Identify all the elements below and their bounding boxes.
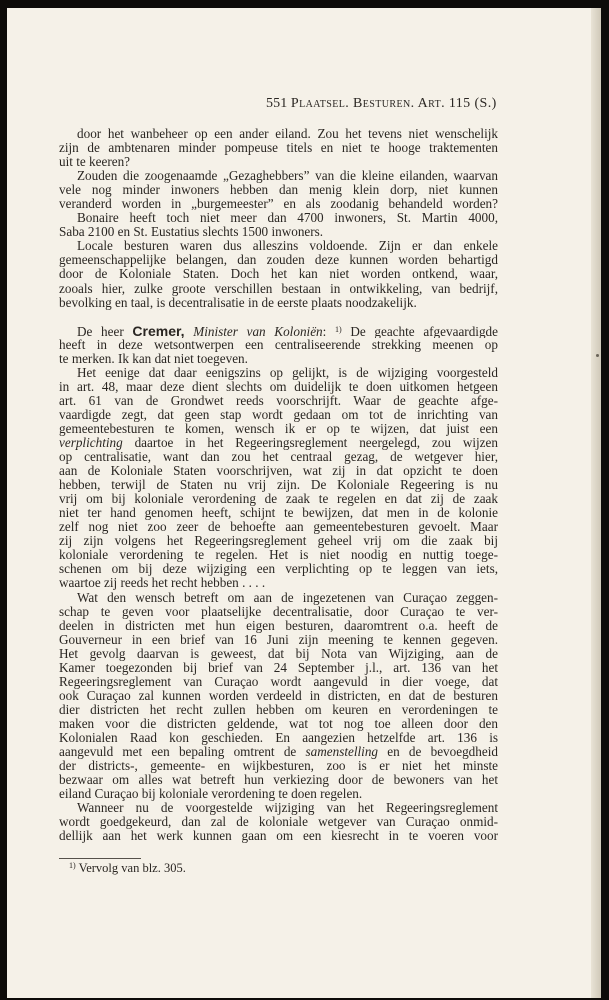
page-edge-shadow <box>591 8 601 998</box>
text-span: daartoe in het Regeeringsreglement neergelegd, zou wijzen <box>122 435 498 450</box>
text-line: der districts-, gemeente- en wijkbesturen, zoo is er niet het minste <box>59 759 498 774</box>
text-line: bezwaar om alles wat betreft hun verkiezing door de bewoners van het <box>59 773 498 788</box>
text-line: bevolking en taal, is decentralisatie in de eerste plaats noodzakelijk. <box>59 295 417 310</box>
text-line: Wanneer nu de voorgestelde wijziging van het Regeeringsreglement <box>77 801 498 816</box>
text-line: vele nog minder inwoners hebben dan menig klein dorp, niet kunnen <box>59 183 498 198</box>
header-title: Plaatsel. Besturen. Art. 115 (S.) <box>290 96 497 111</box>
text-line: Saba 2100 en St. Eustatius slechts 1500 inwoners. <box>59 225 324 240</box>
text-line: niet ter hand genomen heeft, schijnt te bewijzen, dat men in de kolonie <box>59 506 498 521</box>
text-line: dier districten het recht zullen hebben om keuren en verordeningen te <box>59 702 498 717</box>
text-line: koloniale verordening te regelen. Het is niet noodig en nuttig toege- <box>59 548 498 563</box>
text-line: Locale besturen waren dus alleszins voldoende. Zijn er dan enkele <box>77 239 498 254</box>
text-line <box>59 436 498 450</box>
text-line: zij zijn volgens het Regeeringsreglement geheel vrij om die zaak bij <box>59 534 498 549</box>
text-line: ook Curaçao zal kunnen worden verdeeld in districten, en dat de besturen <box>59 688 498 703</box>
text-line: veranderd worden in „burgemeester” en als zoodanig behandeld worden? <box>59 197 498 212</box>
text-line: Wat den wensch betreft om aan de ingezetenen van Curaçao zeggen- <box>77 590 498 605</box>
text-line: op centralisatie, want dan zou het centraal gezag, de wetgever hier, <box>59 450 498 465</box>
speaker-colon: : <box>322 323 327 338</box>
text-line: Het eenige dat daar eenigszins op gelijkt, is de wijziging voorgesteld <box>77 365 498 380</box>
text-line: Het gevolg daarvan is geweest, dat bij Nota van Wijziging, aan de <box>59 646 498 661</box>
text-line: deelen in districten met hun eigen besturen, daaromtrent o.a. heeft de <box>59 618 498 633</box>
text-line: gemeentebesturen te komen, wensch ik er op te wijzen, dat juist een <box>59 421 498 436</box>
text-line: aan de Koloniale Staten voorschrijven, wat zij in dat opzicht te doen <box>59 464 498 479</box>
text-line: zelf nog niet zoo zeer de behoefte aan gemeentebesturen gevoelt. Maar <box>59 520 498 535</box>
speaker-rest: De geachte afgevaardigde <box>341 323 498 338</box>
page-number: 551 <box>266 96 288 111</box>
footnote-divider <box>59 858 141 859</box>
speaker-role: Minister van Koloniën <box>193 323 323 338</box>
text-line: waartoe zij reeds het recht hebben . . . . <box>59 576 266 591</box>
text-line: schap te geven voor plaatselijke decentralisatie, door Curaçao te ver- <box>59 604 498 619</box>
page-mark <box>596 354 599 357</box>
text-line: dellijk aan het werk kunnen gaan om een kiesrecht in te voeren voor <box>59 829 498 844</box>
speaker-prefix: De heer <box>77 323 133 338</box>
text-line: schenen om bij deze wijziging een verplichting op te leggen van iets, <box>59 562 498 577</box>
text-line: in art. 48, maar deze dient slechts om duidelijk te doen uitkomen hetgeen <box>59 379 498 394</box>
text-span: aangevuld met een bepaling omtrent de <box>59 745 306 760</box>
text-line: zooals hier, zulke groote verschillen bestaan in ontwikkeling, van bedrijf, <box>59 281 498 296</box>
text-span: en de bevoegdheid <box>378 745 498 760</box>
text-line: heeft in deze wetsontwerpen een centraliseerende strekking meenen op <box>59 337 498 352</box>
text-line <box>59 745 498 759</box>
text-line: hebben, terwijl de Staten nu vrij zijn. De Koloniale Regeering is nu <box>59 478 498 493</box>
text-line: door het wanbeheer op een ander eiland. Zou het tevens niet wenschelijk <box>77 127 498 141</box>
speaker-line <box>59 324 498 338</box>
text-line: vrij om bij koloniale verordening de zaak te regelen en dat zij de zaak <box>59 492 498 507</box>
main-text <box>59 127 498 843</box>
text-line: Kamer toegezonden bij brief van 24 September j.l., art. 136 van het <box>59 660 498 675</box>
emphasis: samenstelling <box>305 745 379 760</box>
text-line: gemeenschappelijke belangen, dan zouden deze kunnen worden behartigd <box>59 253 498 268</box>
emphasis: verplichting <box>59 435 123 450</box>
text-line: Bonaire heeft toch niet meer dan 4700 inwoners, St. Martin 4000, <box>77 211 498 226</box>
footnote-text: Vervolg van blz. 305. <box>75 861 186 875</box>
text-line: Zouden die zoogenaamde „Gezaghebbers” van die kleine eilanden, waarvan <box>77 169 498 184</box>
footnote-reference: 1) <box>335 324 342 334</box>
text-line: door de Koloniale Staten. Doch het kan niet worden ontkend, waar, <box>59 267 498 282</box>
text-line: te merken. Ik kan dat niet toegeven. <box>59 351 248 366</box>
text-line: Regeeringsreglement van Curaçao wordt aangevuld in dier voege, dat <box>59 674 498 689</box>
text-line: wordt goedgekeurd, dan zal de koloniale wetgever van Curaçao onmid- <box>59 815 498 830</box>
footnote <box>69 861 186 876</box>
text-line: uit te keeren? <box>59 155 131 170</box>
book-page <box>7 8 601 998</box>
text-line: zijn de ambtenaren minder pompeuse titels en niet te hooge traktementen <box>59 141 498 156</box>
text-line: Gouverneur in een brief van 16 Juni zijn meening te kennen gegeven. <box>59 632 498 647</box>
running-header <box>266 96 506 112</box>
text-line: vaardigde zegt, dat geen stap wordt gedaan om tot de inrichting van <box>59 407 498 422</box>
text-line: eiland Curaçao bij koloniale verordening te doen regelen. <box>59 787 363 802</box>
speaker-name: Cremer, <box>132 323 185 338</box>
text-line: Kolonialen Raad kon geschieden. En aangezien hetzelfde art. 136 is <box>59 730 498 745</box>
text-line: art. 61 van de Grondwet reeds voorschrijft. Waar de geachte afge- <box>59 393 498 408</box>
footnote-mark: 1) <box>69 861 76 870</box>
text-line: maken voor die districten geldende, wat tot nog toe alleen door den <box>59 716 498 731</box>
